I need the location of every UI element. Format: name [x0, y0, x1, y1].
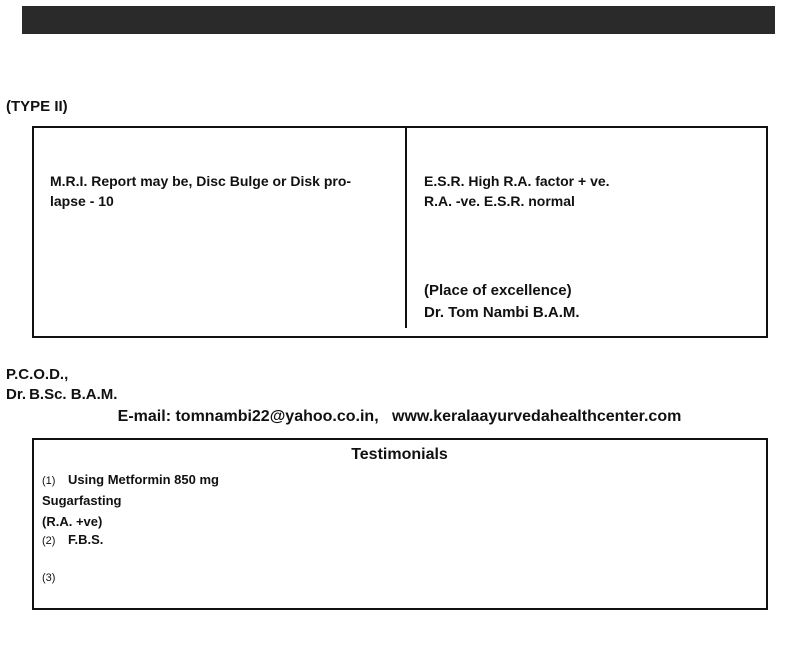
text-segment: P.C.O.D.,	[6, 366, 69, 383]
text-segment: Dr.	[6, 386, 27, 403]
contact-line	[0, 408, 799, 426]
text-segment: R.A. -ve. E.S.R. normal	[424, 193, 575, 209]
text-segment: (R.A. +ve)	[42, 514, 103, 529]
testimonial-item	[42, 568, 760, 588]
website-link[interactable]: www.keralaayurvedahealthcenter.com	[392, 408, 682, 425]
testimonials-title: Testimonials	[351, 446, 448, 463]
text-segment: F.B.S.	[68, 532, 104, 547]
testimonial-number: (1)	[42, 475, 56, 487]
text-segment: lapse - 10	[50, 193, 114, 209]
text-segment: E.S.R. High R.A. factor + ve.	[424, 173, 610, 189]
doctor-name: Dr. Tom Nambi B.A.M.	[424, 304, 580, 321]
intro-line	[6, 98, 793, 116]
box-line	[424, 190, 760, 214]
extra-line	[6, 386, 793, 403]
testimonial-item	[42, 530, 760, 551]
place-of-excellence: (Place of excellence)	[424, 282, 572, 299]
testimonial-number: (3)	[42, 572, 56, 584]
text-segment: (TYPE II)	[6, 98, 68, 115]
testimonial-item	[42, 470, 760, 533]
header-banner	[22, 6, 775, 34]
box-line	[50, 190, 398, 214]
text-segment: B.Sc. B.A.M.	[29, 386, 118, 403]
testimonial-number: (2)	[42, 535, 56, 547]
email-text[interactable]: E-mail: tomnambi22@yahoo.co.in,	[117, 408, 379, 425]
box-divider	[405, 128, 407, 328]
text-segment: Sugarfasting	[42, 493, 122, 508]
info-box	[32, 126, 768, 338]
extra-line	[6, 366, 793, 383]
text-segment: M.R.I. Report may be, Disc Bulge or Disk pro-	[50, 173, 352, 189]
text-segment: Using Metformin 850 mg	[68, 472, 219, 487]
